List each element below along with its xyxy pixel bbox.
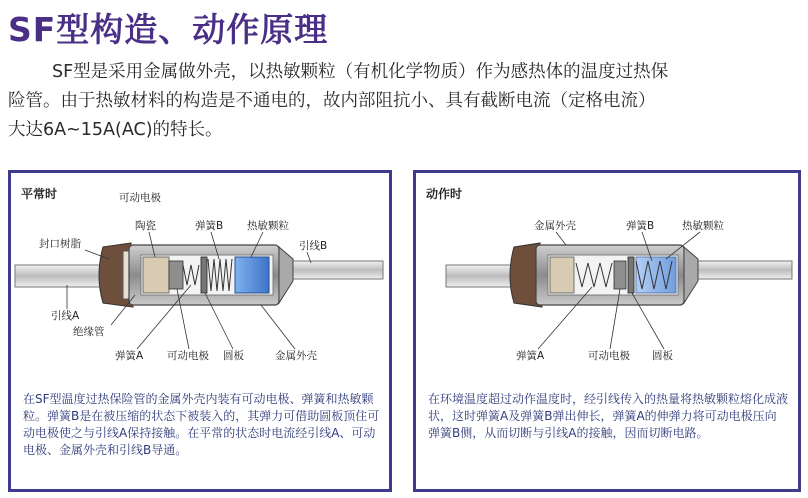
label-lead-b: 引线B bbox=[299, 240, 328, 252]
disc bbox=[201, 257, 207, 293]
intro-line-3: 大达6A~15A(AC)的特长。 bbox=[8, 120, 223, 140]
normal-state-diagram bbox=[11, 173, 389, 389]
label-metal-shell: 金属外壳 bbox=[275, 350, 317, 362]
thermal-pellet bbox=[235, 257, 269, 293]
panel-normal-title: 平常时 bbox=[21, 187, 58, 201]
action-movable-electrode bbox=[614, 261, 626, 289]
action-label-thermal-pellet: 热敏颗粒 bbox=[682, 220, 724, 232]
panel-action-title: 动作时 bbox=[426, 187, 463, 201]
label-lead-a: 引线A bbox=[51, 310, 80, 322]
intro-line-1: SF型是采用金属做外壳，以热敏颗粒（有机化学物质）作为感热体的温度过热保 bbox=[52, 62, 669, 82]
label-insulating-tube: 绝缘管 bbox=[73, 326, 105, 338]
label-ceramic: 陶瓷 bbox=[135, 220, 156, 232]
label-movable-electrode: 可动电极 bbox=[167, 350, 209, 362]
panel-action-state bbox=[413, 170, 801, 492]
action-label-metal-shell: 金属外壳 bbox=[534, 220, 576, 232]
action-label-spring-b: 弹簧B bbox=[626, 220, 655, 232]
lead-b-wire bbox=[283, 261, 383, 279]
panel-action-description: 在环境温度超过动作温度时，经引线传入的热量将热敏颗粒熔化成液状，这时弹簧A及弹簧B弹出伸长，弹簧A的伸弹力将可动电极压向弹簧B侧，从而切断与引线A的接触，因而切断电路。 bbox=[428, 392, 789, 440]
action-label-disc: 圆板 bbox=[652, 350, 673, 362]
label-spring-b: 弹簧B bbox=[195, 220, 224, 232]
action-label-spring-a: 弹簧A bbox=[516, 350, 545, 362]
label-disc: 圆板 bbox=[223, 350, 244, 362]
movable-electrode bbox=[169, 261, 183, 289]
intro-text bbox=[8, 58, 798, 145]
label-spring-a: 弹簧A bbox=[115, 350, 144, 362]
page-title: SF型构造、动作原理 bbox=[8, 10, 329, 49]
ceramic bbox=[143, 257, 169, 293]
label-thermal-pellet: 热敏颗粒 bbox=[247, 220, 289, 232]
label-movable-electrode-top: 可动电极 bbox=[119, 192, 161, 204]
action-shell-end-taper bbox=[684, 247, 698, 303]
action-lead-b-wire bbox=[688, 261, 792, 279]
action-label-movable-electrode: 可动电极 bbox=[588, 350, 630, 362]
action-disc bbox=[628, 257, 634, 293]
shell-end-taper bbox=[279, 247, 293, 303]
action-state-diagram bbox=[416, 173, 798, 389]
action-ceramic bbox=[550, 257, 574, 293]
intro-line-2: 险管。由于热敏材料的构造是不通电的，故内部阻抗小、具有截断电流（定格电流） bbox=[8, 91, 656, 111]
panel-normal-state bbox=[8, 170, 392, 492]
panel-normal-description: 在SF型温度过热保险管的金属外壳内装有可动电极、弹簧和热敏颗粒。弹簧B是在被压缩的状态下被装入的，其弹力可借助圆板顶住可动电极使之与引线A保持接触。在平常的状态时电流经引线A、可动电极、金属外壳和引线B导通。 bbox=[23, 392, 380, 457]
label-sealing-resin: 封口树脂 bbox=[39, 238, 81, 250]
